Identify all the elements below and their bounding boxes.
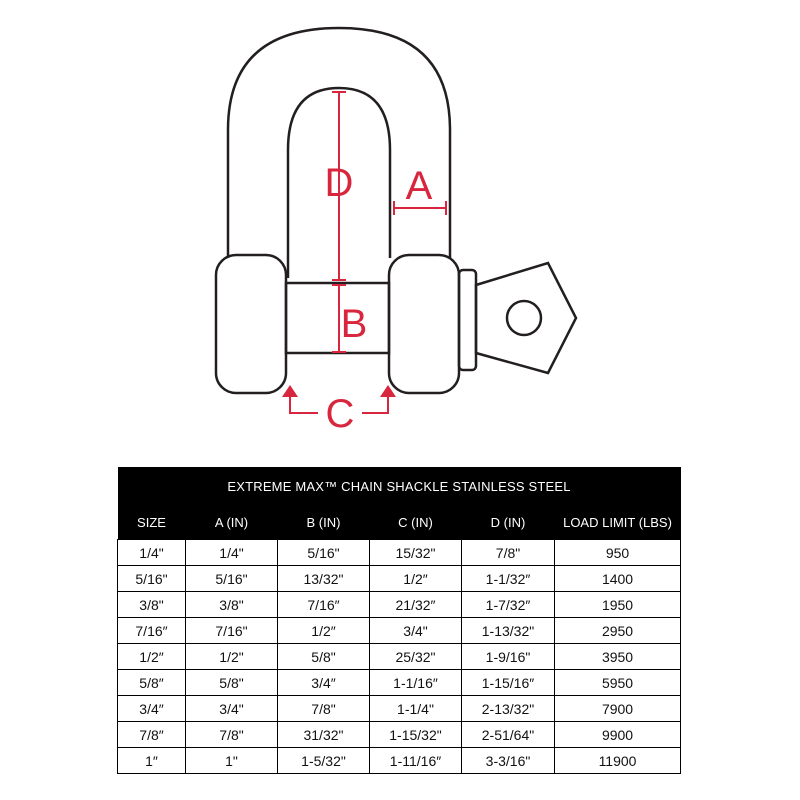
cell-a: 7/16": [186, 618, 278, 644]
cell-b: 5/8": [278, 644, 370, 670]
cell-b: 13/32": [278, 566, 370, 592]
cell-c: 1-1/4": [370, 696, 462, 722]
table-row: [118, 748, 681, 774]
cell-b: 5/16": [278, 540, 370, 566]
column-header-load-limit: LOAD LIMIT (LBS): [555, 506, 681, 540]
dimension-b-label: B: [340, 302, 368, 346]
shackle-outline: [216, 28, 576, 393]
column-header-a: A (IN): [186, 506, 278, 540]
shackle-pin: [286, 283, 389, 353]
table-row: [118, 618, 681, 644]
cell-a: 3/8": [186, 592, 278, 618]
spec-table: [117, 467, 681, 774]
cell-size: 5/8″: [118, 670, 186, 696]
cell-d: 1-9/16": [462, 644, 555, 670]
table-header-row: [118, 506, 681, 540]
shackle-pin-collar: [459, 270, 476, 370]
cell-c: 1-1/16″: [370, 670, 462, 696]
dimension-markers: [290, 92, 446, 413]
dimension-c-label: C: [325, 392, 355, 436]
cell-c: 1-15/32": [370, 722, 462, 748]
cell-a: 7/8": [186, 722, 278, 748]
table-row: [118, 540, 681, 566]
cell-d: 1-15/16″: [462, 670, 555, 696]
column-header-size: SIZE: [118, 506, 186, 540]
shackle-right-eye: [389, 255, 459, 393]
table-title: EXTREME MAX™ CHAIN SHACKLE STAINLESS STEEL: [118, 467, 681, 506]
column-header-b: B (IN): [278, 506, 370, 540]
cell-size: 5/16": [118, 566, 186, 592]
cell-a: 5/8": [186, 670, 278, 696]
cell-d: 1-13/32": [462, 618, 555, 644]
shackle-left-eye: [216, 255, 286, 393]
column-header-d: D (IN): [462, 506, 555, 540]
cell-a: 3/4": [186, 696, 278, 722]
cell-size: 3/4″: [118, 696, 186, 722]
arrowhead-left: [282, 385, 298, 397]
cell-b: 7/16″: [278, 592, 370, 618]
cell-load-limit: 5950: [555, 670, 681, 696]
cell-b: 31/32": [278, 722, 370, 748]
cell-b: 1/2″: [278, 618, 370, 644]
table-body: [118, 540, 681, 774]
cell-load-limit: 11900: [555, 748, 681, 774]
cell-a: 1": [186, 748, 278, 774]
cell-b: 3/4″: [278, 670, 370, 696]
table-row: [118, 670, 681, 696]
cell-d: 2-51/64": [462, 722, 555, 748]
table-row: [118, 696, 681, 722]
column-header-c: C (IN): [370, 506, 462, 540]
cell-c: 21/32″: [370, 592, 462, 618]
cell-b: 7/8": [278, 696, 370, 722]
cell-d: 1-7/32″: [462, 592, 555, 618]
cell-size: 7/8″: [118, 722, 186, 748]
table-row: [118, 722, 681, 748]
cell-load-limit: 1400: [555, 566, 681, 592]
cell-size: 1″: [118, 748, 186, 774]
cell-size: 1/2″: [118, 644, 186, 670]
cell-load-limit: 3950: [555, 644, 681, 670]
cell-b: 1-5/32": [278, 748, 370, 774]
cell-load-limit: 950: [555, 540, 681, 566]
cell-a: 1/4": [186, 540, 278, 566]
dimension-d-label: D: [324, 161, 354, 205]
cell-c: 15/32": [370, 540, 462, 566]
cell-d: 7/8": [462, 540, 555, 566]
cell-size: 3/8": [118, 592, 186, 618]
shackle-pin-head: [476, 263, 576, 373]
cell-d: 3-3/16": [462, 748, 555, 774]
cell-load-limit: 7900: [555, 696, 681, 722]
cell-d: 2-13/32": [462, 696, 555, 722]
cell-a: 1/2": [186, 644, 278, 670]
cell-c: 25/32": [370, 644, 462, 670]
cell-c: 1-11/16″: [370, 748, 462, 774]
table-row: [118, 592, 681, 618]
pin-hole: [507, 301, 541, 335]
table-row: [118, 566, 681, 592]
cell-load-limit: 1950: [555, 592, 681, 618]
cell-size: 7/16″: [118, 618, 186, 644]
cell-load-limit: 9900: [555, 722, 681, 748]
cell-c: 1/2″: [370, 566, 462, 592]
dimension-a-label: A: [405, 164, 433, 208]
cell-c: 3/4": [370, 618, 462, 644]
cell-a: 5/16": [186, 566, 278, 592]
cell-load-limit: 2950: [555, 618, 681, 644]
dimension-c-left-arrow: [290, 395, 318, 413]
table-row: [118, 644, 681, 670]
cell-d: 1-1/32″: [462, 566, 555, 592]
cell-size: 1/4": [118, 540, 186, 566]
dimension-c-right-arrow: [362, 395, 388, 413]
